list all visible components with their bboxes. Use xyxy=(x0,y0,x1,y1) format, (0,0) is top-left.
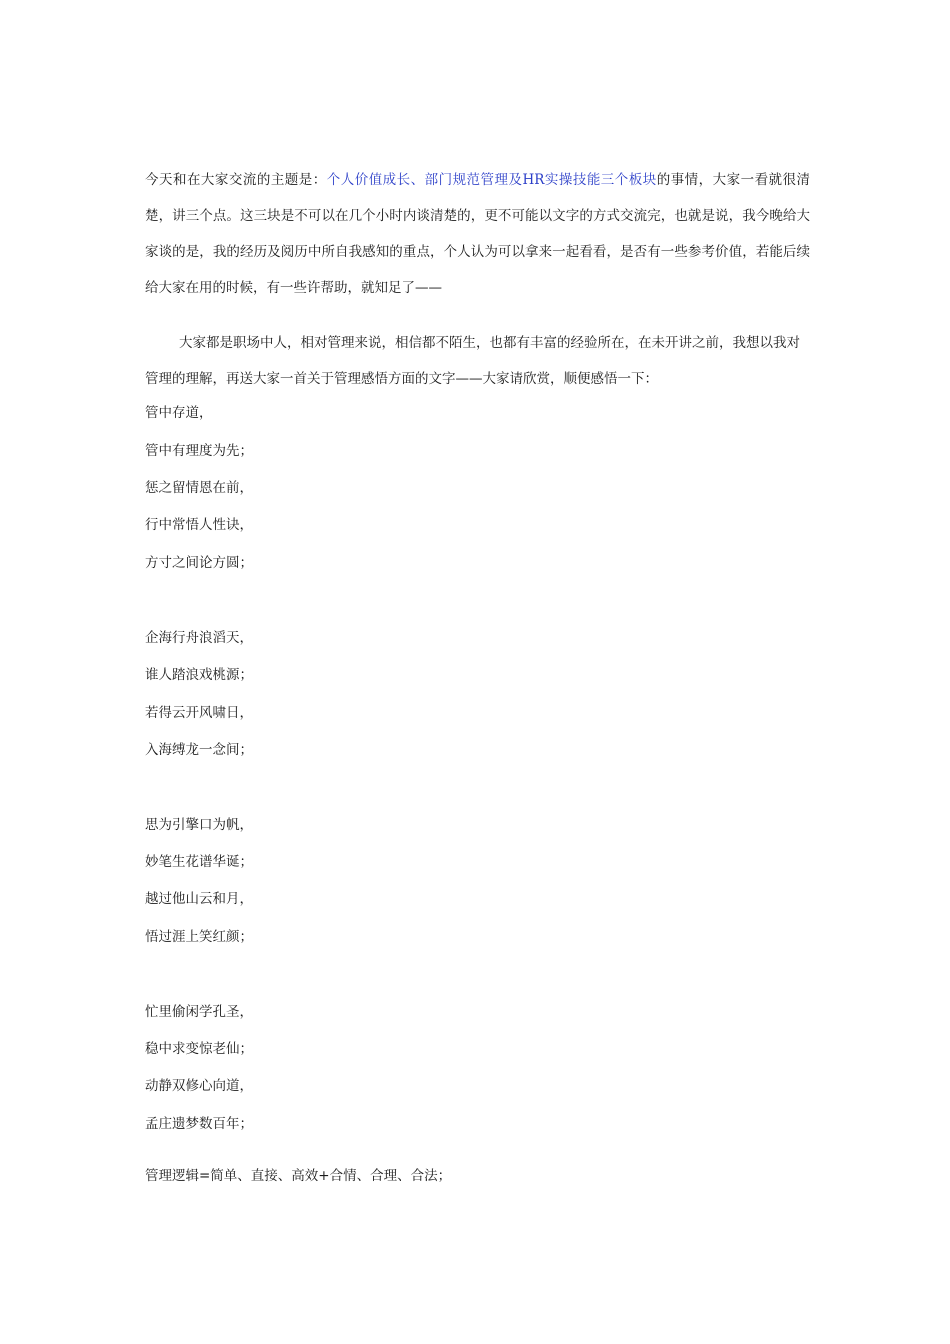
poem-line: 悟过涯上笑红颜； xyxy=(145,929,253,945)
intro-suffix: 的事情，大家一看就很清楚，讲三个点。这三块是不可以在几个小时内谈清楚的，更不可能以文字的方式交流完，也就是说，我今晚给大家谈的是，我的经历及阅历中所自我感知的重点，个人认为可以拿来一起看看，是否有一些参考价值，若能后续给大家在用的时候，有一些许帮助，就知足了—— xyxy=(145,172,811,296)
poem-line: 行中常悟人性诀， xyxy=(145,517,253,533)
poem-line: 动静双修心向道， xyxy=(145,1078,253,1094)
poem-line: 越过他山云和月， xyxy=(145,891,253,907)
poem-line: 稳中求变惊老仙； xyxy=(145,1041,253,1057)
management-logic-line: 管理逻辑=简单、直接、高效+合情、合理、合法； xyxy=(145,1168,452,1184)
poem-line: 孟庄遗梦数百年； xyxy=(145,1116,253,1132)
management-intro-paragraph: 大家都是职场中人，相对管理来说，相信都不陌生，也都有丰富的经验所在，在未开讲之前，我想以我对管理的理解，再送大家一首关于管理感悟方面的文字——大家请欣赏，顺便感悟一下： xyxy=(145,335,800,387)
poem-line: 若得云开风啸日， xyxy=(145,705,253,721)
poem-line: 方寸之间论方圆； xyxy=(145,555,253,571)
poem-line: 入海缚龙一念间； xyxy=(145,742,253,758)
poem-line: 谁人踏浪戏桃源； xyxy=(145,667,253,683)
intro-prefix: 今天和在大家交流的主题是： xyxy=(145,172,327,188)
poem-line: 忙里偷闲学孔圣， xyxy=(145,1004,253,1020)
intro-paragraph xyxy=(145,162,810,306)
poem-line: 思为引擎口为帆， xyxy=(145,817,253,833)
poem-line: 惩之留情恩在前， xyxy=(145,480,253,496)
poem-line: 妙笔生花谱华诞； xyxy=(145,854,253,870)
poem-line: 管中有理度为先； xyxy=(145,443,253,459)
topic-highlight: 个人价值成长、部门规范管理及HR实操技能三个板块 xyxy=(326,172,657,188)
poem-line: 企海行舟浪滔天， xyxy=(145,630,253,646)
poem-line: 管中存道， xyxy=(145,405,213,421)
